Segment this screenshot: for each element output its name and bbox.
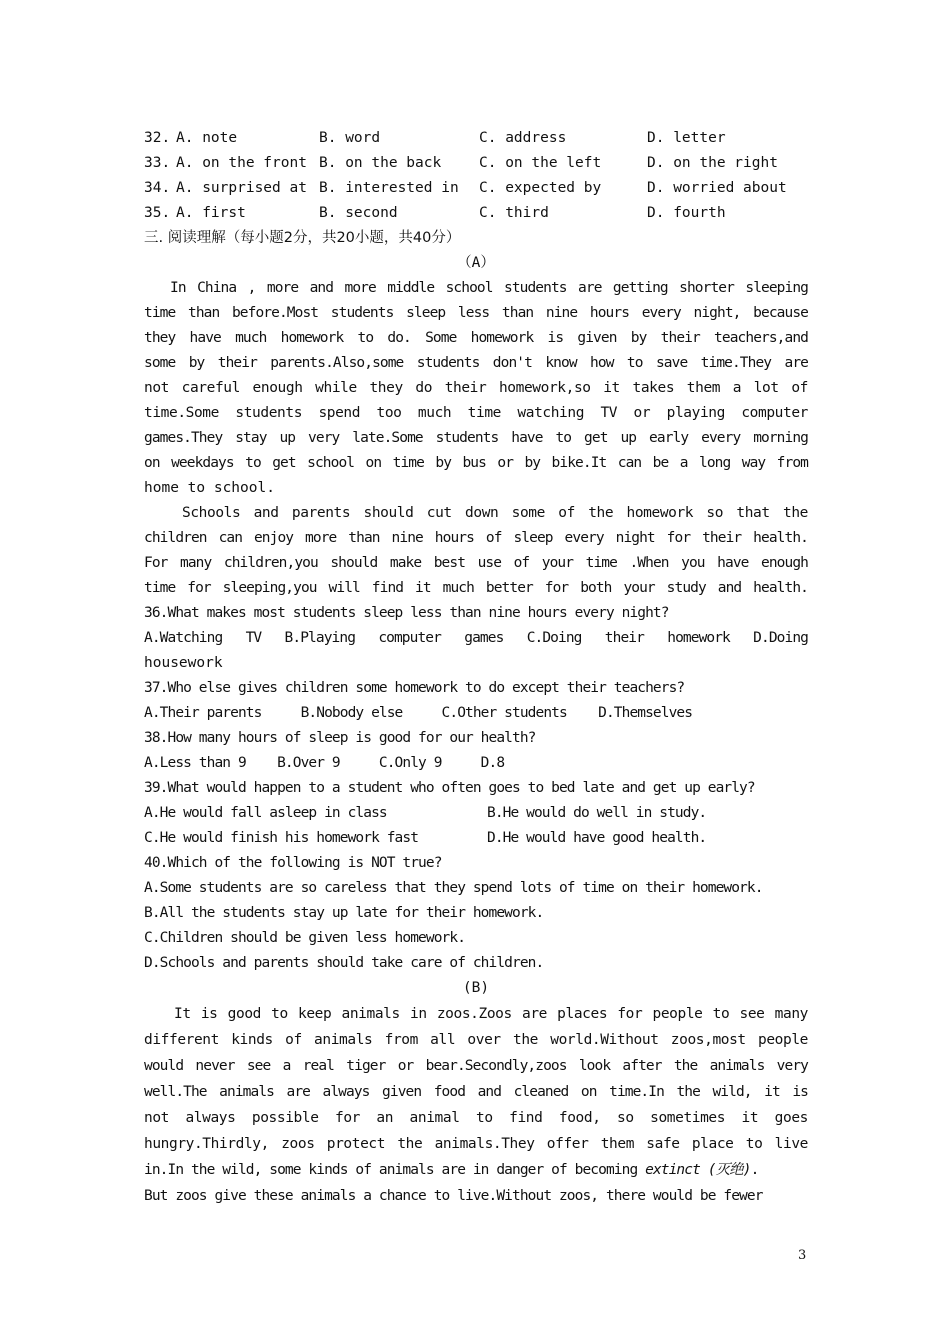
page-content bbox=[144, 126, 808, 1209]
question-stem: 40.Which of the following is NOT true? bbox=[144, 855, 442, 871]
option-d: D. fourth bbox=[647, 205, 726, 221]
question-stem: 38.How many hours of sleep is good for our health? bbox=[144, 730, 536, 746]
passage-b-line: But zoos give these animals a chance to live.Without zoos, there would be fewer bbox=[144, 1188, 763, 1204]
question-stem: 36.What makes most students sleep less than nine hours every night? bbox=[144, 605, 669, 621]
option-d: D.He would have good health. bbox=[487, 830, 707, 846]
option-a: A. first bbox=[176, 205, 246, 221]
cloze-option-row bbox=[144, 151, 808, 176]
passage-a-label: （A） bbox=[457, 255, 495, 271]
passage-b-line: It is good to keep animals in zoos.Zoos are places for people to see many bbox=[174, 1006, 808, 1022]
passage-b-line: different kinds of animals from all over the world.Without zoos,most people bbox=[144, 1032, 808, 1048]
question-options bbox=[144, 801, 808, 826]
italic-term: extinct (灭绝) bbox=[645, 1162, 751, 1178]
option-b: B. on the back bbox=[319, 155, 442, 171]
passage-b-label: (B) bbox=[462, 980, 490, 996]
option-d: D. letter bbox=[647, 130, 726, 146]
passage-a-line: time for sleeping,you will find it much better for both your study and health. bbox=[144, 580, 808, 596]
passage-b-line: hungry.Thirdly, zoos protect the animals.They offer them safe place to live bbox=[144, 1136, 808, 1152]
cloze-option-row bbox=[144, 201, 808, 226]
passage-a-line: Schools and parents should cut down some of the homework so that the bbox=[182, 505, 808, 521]
option-d: D.Schools and parents should take care of children. bbox=[144, 955, 544, 971]
question-number: 35. bbox=[144, 205, 171, 221]
passage-a-line: they have much homework to do. Some homework is given by their teachers,and bbox=[144, 330, 808, 346]
option-a: A. surprised at bbox=[176, 180, 307, 196]
option-a: A. on the front bbox=[176, 155, 307, 171]
option-b: B. interested in bbox=[319, 180, 459, 196]
option-d: D. on the right bbox=[647, 155, 778, 171]
question-number: 32. bbox=[144, 130, 171, 146]
option-c: C. address bbox=[479, 130, 567, 146]
section-heading: 三. 阅读理解（每小题2分，共20小题，共40分） bbox=[144, 230, 461, 246]
option-c: C.He would finish his homework fast bbox=[144, 830, 419, 846]
option-d: D. worried about bbox=[647, 180, 787, 196]
option-a: A. note bbox=[176, 130, 238, 146]
option-c: C. expected by bbox=[479, 180, 602, 196]
option-b: B. word bbox=[319, 130, 381, 146]
question-options: A.Watching TV B.Playing computer games C.Doing their homework D.Doing bbox=[144, 630, 808, 646]
page-number: 3 bbox=[798, 1248, 807, 1263]
passage-a-line: not careful enough while they do their homework,so it takes them a lot of bbox=[144, 380, 808, 396]
passage-b-line: would never see a real tiger or bear.Secondly,zoos look after the animals very bbox=[144, 1058, 808, 1074]
question-options: A.Their parents B.Nobody else C.Other students D.Themselves bbox=[144, 705, 693, 721]
passage-a-line: some by their parents.Also,some students don't know how to save time.They are bbox=[144, 355, 808, 371]
cloze-option-row bbox=[144, 176, 808, 201]
option-b: B. second bbox=[319, 205, 398, 221]
option-a: A.Some students are so careless that they spend lots of time on their homework. bbox=[144, 880, 763, 896]
passage-a-line: For many children,you should make best use of your time .When you have enough bbox=[144, 555, 808, 571]
question-stem: 37.Who else gives children some homework to do except their teachers? bbox=[144, 680, 685, 696]
question-stem: 39.What would happen to a student who often goes to bed late and get up early? bbox=[144, 780, 755, 796]
passage-b-text: in.In the wild, some kinds of animals are in danger of becoming bbox=[144, 1162, 646, 1178]
option-b: B.He would do well in study. bbox=[487, 805, 707, 821]
passage-b-line: not always possible for an animal to find food, so sometimes it goes bbox=[144, 1110, 808, 1126]
passage-a-line: time.Some students spend too much time watching TV or playing computer bbox=[144, 405, 808, 421]
question-options bbox=[144, 826, 808, 851]
passage-b-line: well.The animals are always given food and cleaned on time.In the wild, it is bbox=[144, 1084, 808, 1100]
option-a: A.He would fall asleep in class bbox=[144, 805, 387, 821]
question-options: housework bbox=[144, 655, 223, 671]
option-c: C.Children should be given less homework. bbox=[144, 930, 466, 946]
passage-b-text: . bbox=[750, 1162, 759, 1178]
option-b: B.All the students stay up late for their homework. bbox=[144, 905, 544, 921]
passage-a-line: In China , more and more middle school students are getting shorter sleeping bbox=[170, 280, 808, 296]
option-c: C. third bbox=[479, 205, 549, 221]
cloze-option-row bbox=[144, 126, 808, 151]
option-c: C. on the left bbox=[479, 155, 602, 171]
passage-a-line: home to school. bbox=[144, 480, 275, 496]
question-number: 33. bbox=[144, 155, 171, 171]
passage-a-line: on weekdays to get school on time by bus or by bike.It can be a long way from bbox=[144, 455, 808, 471]
passage-b-line bbox=[144, 1157, 808, 1183]
question-options: A.Less than 9 B.Over 9 C.Only 9 D.8 bbox=[144, 755, 505, 771]
passage-a-line: children can enjoy more than nine hours of sleep every night for their health. bbox=[144, 530, 808, 546]
passage-a-line: time than before.Most students sleep less than nine hours every night, because bbox=[144, 305, 808, 321]
passage-a-line: games.They stay up very late.Some students have to get up early every morning bbox=[144, 430, 808, 446]
question-number: 34. bbox=[144, 180, 171, 196]
